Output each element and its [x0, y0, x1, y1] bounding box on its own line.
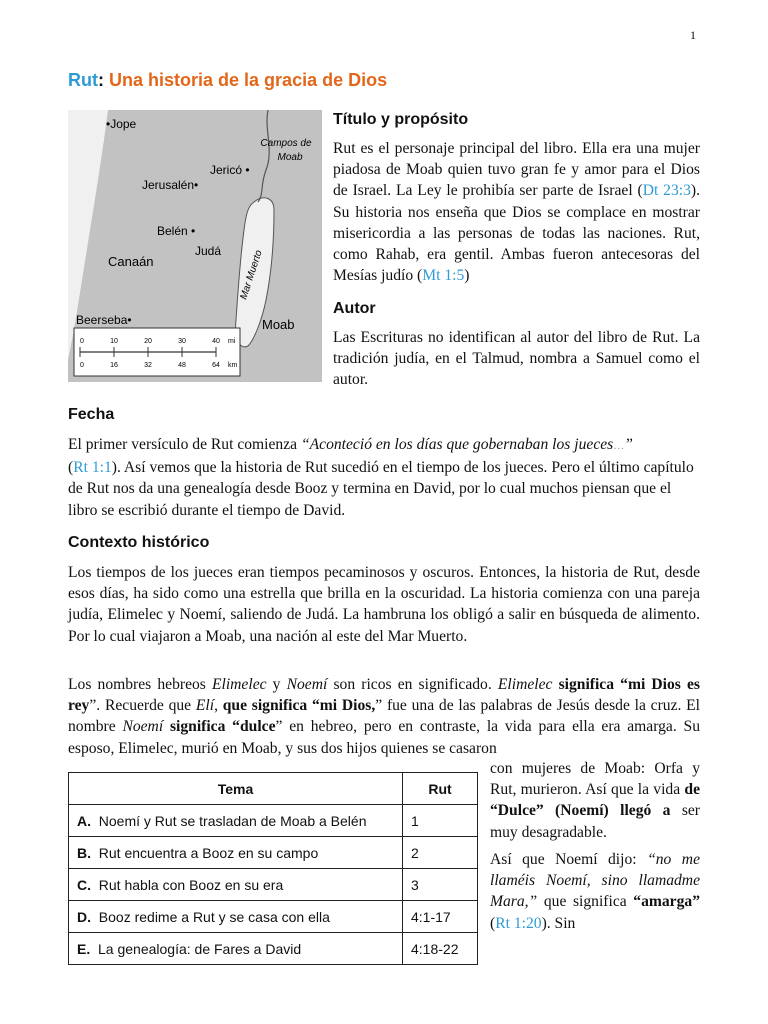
table-header-tema: Tema	[69, 773, 403, 805]
table-row	[69, 869, 478, 901]
map-of-israel-and-moab	[68, 110, 322, 382]
row-tema: La genealogía: de Fares a David	[98, 940, 302, 957]
table-cell-rut: 2	[403, 837, 478, 869]
p2-text-i: ” fue una de las palabras de Jesús desde la cruz. El nombre	[68, 697, 701, 736]
map-label-beerseba: Beerseba•	[76, 313, 132, 327]
table-header-row	[69, 773, 478, 805]
map-scale-unit-km: km	[228, 362, 238, 369]
map-label-moab: Moab	[262, 317, 295, 332]
p2-text-a: Los nombres hebreos	[68, 676, 212, 693]
row-letter: B.	[77, 844, 91, 861]
p3-bold-dulce: de “Dulce” (Noemí) llegó a	[490, 781, 700, 820]
row-tema: Rut habla con Booz en su era	[98, 876, 284, 893]
fecha-text-1: El primer versículo de Rut comienza	[68, 436, 301, 453]
table-row	[69, 933, 478, 965]
titulo-text-2: ). Su historia nos enseña que Dios se complace en mostrar misericordia a las personas de todas las naciones. Rut, como Rahab, era gentil. Ambas fueron antecesoras del Mesías judío (	[333, 182, 700, 285]
p2-eli: Elí	[195, 697, 215, 715]
link-rt-1-20[interactable]: Rt 1:20	[495, 914, 542, 932]
paragraph-autor: Las Escrituras no identifican al autor del libro de Rut. La tradición judía, en el Talmud, nombra a Samuel como el autor.	[333, 329, 700, 389]
p2-text-l: ” en hebreo, pero en contraste, la vida para ella era amarga. Su esposo, Elimelec, murió en Moab, y sus dos hijos quienes se casaron	[68, 718, 700, 757]
p4-bold-amarga: “amarga”	[633, 893, 700, 911]
row-tema: Booz redime a Rut y se casa con ella	[98, 908, 330, 925]
row-letter: E.	[77, 940, 91, 957]
p2-text-b: y	[266, 676, 287, 693]
p2-bold-meaning-elimelec: significa “mi Dios es rey	[68, 676, 700, 715]
p2-noemi-2: Noemí	[122, 718, 164, 736]
p4-text-c: (	[490, 914, 496, 932]
table-cell-rut: 3	[403, 869, 478, 901]
fecha-text-3: ). Así vemos que la historia de Rut sucedió en el tiempo de los jueces. Pero el último capítulo de Rut nos da una genealogía desde Booz y termina en David, por lo cual muchos piensan que el libro se escribió durante el tiempo de David.	[68, 459, 694, 519]
table-cell-tema	[69, 805, 403, 837]
titulo-text-1: Rut es el personaje principal del libro. Ella era una mujer piadosa de Moab quien tuvo gran fe y amor para el Dios de Israel. La Ley le prohibía ser parte de Israel (	[333, 140, 700, 200]
map-label-campos-line2: Moab	[277, 152, 303, 163]
map-scale-label-km: 48	[178, 362, 186, 369]
table-cell-tema	[69, 901, 403, 933]
paragraph-titulo	[333, 138, 700, 286]
title-subtitle: Una historia de la gracia de Dios	[109, 70, 388, 90]
map-scale-unit-mi: mi	[228, 338, 236, 345]
map-label-jerico: Jericó •	[210, 163, 250, 177]
map-scale-label-km: 32	[144, 362, 152, 369]
heading-titulo: Título y propósito	[333, 111, 469, 128]
map-label-campos-line1: Campos de	[260, 138, 312, 149]
p2-text-g: ,	[214, 697, 223, 715]
map-label-belen: Belén •	[157, 224, 196, 238]
title-colon: :	[98, 70, 104, 90]
map-scale-label-km: 0	[80, 362, 84, 369]
map-scale-label-mi: 30	[178, 338, 186, 345]
p3-text-c: ser muy desagradable.	[490, 802, 700, 841]
p2-text-j	[163, 718, 170, 735]
document-title	[68, 70, 387, 91]
titulo-text-3: )	[464, 267, 470, 285]
p2-elimelec-2: Elimelec	[497, 676, 553, 693]
paragraph-contexto-4	[490, 849, 700, 934]
fecha-text-2: (	[68, 459, 74, 477]
row-tema: Noemí y Rut se trasladan de Moab a Belén	[98, 812, 367, 829]
p4-text-a: Así que Noemí dijo:	[490, 851, 648, 868]
p2-noemi: Noemí	[286, 676, 328, 693]
p4-text-d: ). Sin	[541, 914, 576, 932]
table-row	[69, 837, 478, 869]
heading-fecha: Fecha	[68, 406, 115, 423]
map-label-mar-muerto: Mar Muerto	[238, 248, 265, 301]
table-cell-tema	[69, 933, 403, 965]
themes-table	[68, 772, 478, 965]
p2-text-c: son ricos en significado.	[327, 676, 498, 693]
p2-bold-meaning-noemi: significa “dulce	[169, 718, 276, 736]
row-letter: D.	[77, 908, 91, 925]
map-scale-label-mi: 0	[80, 338, 84, 345]
table-row	[69, 805, 478, 837]
row-letter: A.	[77, 812, 91, 829]
map-label-canaan: Canaán	[108, 254, 154, 269]
paragraph-fecha	[68, 434, 702, 521]
p4-quote: “no me llaméis Noemí, sino llamadme Mara,”	[490, 851, 700, 911]
map-label-juda: Judá	[195, 244, 222, 258]
p2-bold-meaning-eli: que significa “mi Dios,	[222, 697, 376, 715]
map-scale-label-mi: 40	[212, 338, 220, 345]
map-label-jope: •Jope	[106, 117, 137, 131]
map-scale-label-mi: 20	[144, 338, 152, 345]
table-row	[69, 901, 478, 933]
map-label-jerusalen: Jerusalén•	[142, 178, 199, 192]
fecha-ellipsis: …	[613, 440, 625, 452]
page-number: 1	[690, 28, 696, 42]
p3-text-a: con mujeres de Moab: Orfa y Rut, murieron. Así que la vida	[490, 760, 700, 799]
heading-autor: Autor	[333, 300, 376, 317]
map-scale-label-mi: 10	[110, 338, 118, 345]
heading-contexto: Contexto histórico	[68, 534, 210, 551]
table-cell-tema	[69, 869, 403, 901]
map-scale-label-km: 64	[212, 362, 220, 369]
title-book: Rut	[68, 70, 98, 90]
fecha-quote: “Aconteció en los días que gobernaban los jueces	[300, 436, 614, 453]
paragraph-contexto-2	[68, 674, 700, 759]
table-cell-tema	[69, 837, 403, 869]
table-cell-rut: 4:18-22	[403, 933, 478, 965]
p2-elimelec: Elimelec	[211, 676, 267, 693]
row-tema: Rut encuentra a Booz en su campo	[98, 844, 319, 861]
row-letter: C.	[77, 876, 91, 893]
p4-text-b: que significa	[537, 893, 634, 911]
fecha-quote-end: ”	[624, 436, 633, 453]
link-dt-23-3[interactable]: Dt 23:3	[642, 182, 691, 200]
table-cell-rut: 4:1-17	[403, 901, 478, 933]
map-scale-label-km: 16	[110, 362, 118, 369]
link-mt-1-5[interactable]: Mt 1:5	[422, 267, 465, 285]
link-rt-1-1[interactable]: Rt 1:1	[73, 459, 112, 477]
table-cell-rut: 1	[403, 805, 478, 837]
table-header-rut: Rut	[403, 773, 478, 805]
paragraph-contexto-1: Los tiempos de los jueces eran tiempos pecaminosos y oscuros. Entonces, la historia de Rut, desde esos días, ha sido como una estrella que brilla en la oscuridad. La historia comienza con una pareja judía, Elimelec y Noemí, saliendo de Judá. La hambruna los obligó a salir en búsqueda de alimento. Por lo cual viajaron a Moab, una nación al este del Mar Muerto.	[68, 564, 700, 645]
p2-text-f: ”. Recuerde que	[89, 697, 196, 715]
paragraph-contexto-3	[490, 758, 700, 843]
